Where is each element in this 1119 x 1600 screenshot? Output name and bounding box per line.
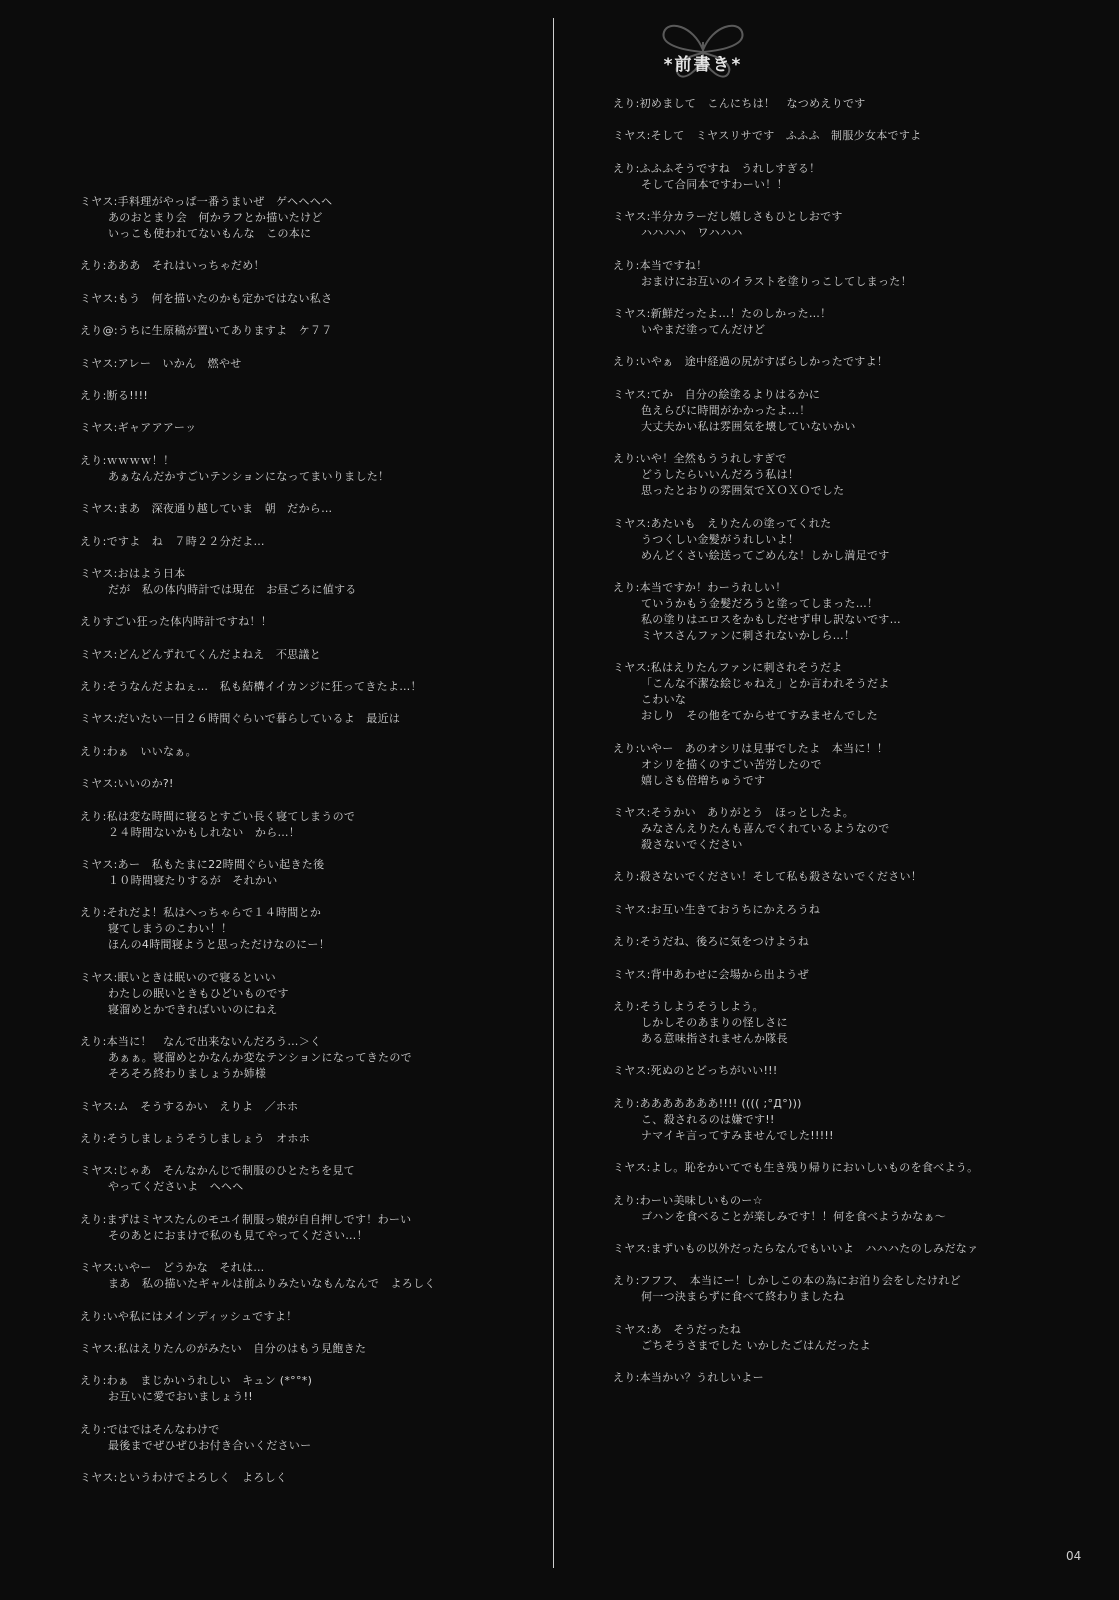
dialogue-entry xyxy=(613,209,1093,241)
dialogue-continuation-line: 大丈夫かい私は雰囲気を壊していないかい xyxy=(641,419,856,433)
dialogue-line: えり:ふふふそうですね うれしすぎる！ xyxy=(613,161,821,175)
dialogue-line: ミヤス:アレー いかん 燃やせ xyxy=(80,356,242,370)
dialogue-line: えり:本当ですか！わーうれしい！ xyxy=(613,580,787,594)
dialogue-line: えり:フフフ、 本当にー！しかしこの本の為にお泊り会をしたけれど xyxy=(613,1274,961,1288)
dialogue-entry xyxy=(613,999,1093,1047)
dialogue-continuation-line: いやまだ塗ってんだけど xyxy=(641,322,766,336)
dialogue-continuation-line: いっこも使われてないもんな この本に xyxy=(108,227,312,240)
dialogue-continuation-line: そのあとにおまけで私のも見てやってください…！ xyxy=(108,1228,368,1242)
dialogue-line: ミヤス:もう 何を描いたのかも定かではない私さ xyxy=(80,291,333,305)
dialogue-line: えり:私は変な時間に寝るとすごい長く寝てしまうので xyxy=(80,809,356,823)
left-dialogue-column xyxy=(80,194,540,1503)
dialogue-entry xyxy=(80,776,540,792)
dialogue-entry xyxy=(80,744,540,760)
dialogue-line: えりすごい狂った体内時計ですね！！ xyxy=(80,615,273,629)
dialogue-continuation-line: 何一つ決まらずに食べて終わりましたね xyxy=(641,1290,845,1304)
dialogue-continuation-line: ごちそうさまでした いかしたごはんだったよ xyxy=(641,1338,871,1352)
dialogue-entry xyxy=(613,161,1093,193)
dialogue-line: えり:本当かい？うれしいよー xyxy=(613,1371,764,1385)
dialogue-continuation-line: お互いに愛でおいましょう!! xyxy=(108,1390,254,1404)
heading-block xyxy=(648,20,768,90)
dialogue-line: ミヤス:眠いときは眠いので寝るといい xyxy=(80,970,276,984)
dialogue-entry xyxy=(613,660,1093,724)
dialogue-entry xyxy=(80,323,540,339)
dialogue-continuation-line: 寝溜めとかできればいいのにねえ xyxy=(108,1002,278,1016)
column-divider xyxy=(553,18,554,1568)
dialogue-line: えり:そうなんだよねぇ… 私も結構イイカンジに狂ってきたよ…！ xyxy=(80,680,422,694)
dialogue-continuation-line: 「こんな不潔な絵じゃねえ」とか言われそうだよ xyxy=(641,677,890,691)
dialogue-continuation-line: ミヤスさんファンに刺されないかしら…！ xyxy=(641,628,856,642)
dialogue-line: えり:わーい美味しいものー☆ xyxy=(613,1193,763,1207)
dialogue-line: ミヤス:お互い生きておうちにかえろうね xyxy=(613,902,821,916)
dialogue-line: ミヤス:よし。恥をかいてでも生き残り帰りにおいしいものを食べよう。 xyxy=(613,1161,979,1175)
dialogue-entry xyxy=(80,291,540,307)
dialogue-line: ミヤス:あたいも えりたんの塗ってくれた xyxy=(613,516,832,530)
dialogue-entry xyxy=(613,354,1093,370)
dialogue-continuation-line: わたしの眠いときもひどいものです xyxy=(108,986,289,1000)
dialogue-entry xyxy=(80,1260,540,1292)
dialogue-line: えり:殺さないでください！そして私も殺さないでください！ xyxy=(613,870,923,884)
dialogue-entry xyxy=(80,1034,540,1082)
dialogue-entry xyxy=(80,356,540,372)
dialogue-continuation-line: 嬉しさも倍増ちゅうです xyxy=(641,773,766,787)
dialogue-continuation-line: １０時間寝たりするが それかい xyxy=(108,874,278,888)
dialogue-entry xyxy=(80,1470,540,1486)
dialogue-line: えり:あああああああ!!!! (((( ;°Д°))) xyxy=(613,1096,802,1110)
dialogue-continuation-line: まあ 私の描いたギャルは前ふりみたいなもんなんで よろしく xyxy=(108,1277,436,1291)
dialogue-continuation-line: ナマイキ言ってすみませんでした!!!!! xyxy=(641,1128,834,1142)
dialogue-continuation-line: めんどくさい絵送ってごめんな！しかし満足です xyxy=(641,548,890,562)
dialogue-entry xyxy=(613,128,1093,144)
dialogue-line: ミヤス:どんどんずれてくんだよねえ 不思議と xyxy=(80,647,322,661)
dialogue-entry xyxy=(80,809,540,841)
dialogue-entry xyxy=(613,1273,1093,1305)
dialogue-entry xyxy=(613,1322,1093,1354)
dialogue-line: ミヤス:新鮮だったよ…！たのしかった…！ xyxy=(613,306,832,320)
dialogue-entry xyxy=(613,869,1093,885)
dialogue-line: えり:本当ですね！ xyxy=(613,258,708,272)
dialogue-entry xyxy=(80,1422,540,1454)
page-heading: *前書き* xyxy=(663,55,743,75)
dialogue-entry xyxy=(613,1241,1093,1257)
dialogue-entry xyxy=(80,1373,540,1405)
dialogue-line: えり:ではではそんなわけで xyxy=(80,1422,220,1436)
dialogue-entry xyxy=(80,194,540,242)
dialogue-line: ミヤス:背中あわせに会場から出ようぜ xyxy=(613,967,809,981)
dialogue-line: ミヤス:あー 私もたまに22時間ぐらい起きた後 xyxy=(80,858,325,872)
dialogue-entry xyxy=(613,1160,1093,1176)
dialogue-entry xyxy=(80,453,540,485)
dialogue-line: えり:本当に！ なんで出来ないんだろう…＞く xyxy=(80,1035,322,1049)
dialogue-line: えり:それだよ！私はへっちゃらで１４時間とか xyxy=(80,906,322,920)
dialogue-line: ミヤス:おはよう日本 xyxy=(80,566,186,580)
dialogue-continuation-line: こ、殺されるのは嫌です!! xyxy=(641,1112,775,1126)
dialogue-entry xyxy=(80,1163,540,1195)
dialogue-continuation-line: 最後までぜひぜひお付き合いくださいー xyxy=(108,1438,312,1452)
dialogue-entry xyxy=(80,566,540,598)
dialogue-line: ミヤス:いやー どうかな それは… xyxy=(80,1261,265,1275)
dialogue-entry xyxy=(80,534,540,550)
dialogue-line: ミヤス:手料理がやっぱ一番うまいぜ ゲヘヘヘヘ xyxy=(80,195,333,208)
dialogue-continuation-line: そろそろ終わりましょうか姉様 xyxy=(108,1067,267,1081)
dialogue-line: えり:ですよ ね ７時２２分だよ… xyxy=(80,534,265,548)
dialogue-continuation-line: ある意味指されませんか隊長 xyxy=(641,1032,788,1046)
dialogue-line: ミヤス:てか 自分の絵塗るよりはるかに xyxy=(613,387,821,401)
dialogue-continuation-line: あぁぁ。寝溜めとかなんか変なテンションになってきたので xyxy=(108,1051,412,1065)
dialogue-line: えり:わぁ いいなぁ。 xyxy=(80,744,197,758)
dialogue-entry xyxy=(80,388,540,404)
dialogue-continuation-line: しかしそのあまりの怪しさに xyxy=(641,1016,788,1030)
dialogue-line: ミヤス:私はえりたんのがみたい 自分のはもう見飽きた xyxy=(80,1341,367,1355)
dialogue-line: えり:わぁ まじかいうれしい キュン (*°°*) xyxy=(80,1374,313,1388)
dialogue-line: えり:そうしようそうしよう。 xyxy=(613,1000,764,1014)
dialogue-line: えり:初めまして こんにちは！ なつめえりです xyxy=(613,97,866,110)
dialogue-line: えり@:うちに生原稿が置いてありますよ ケ７７ xyxy=(80,324,333,338)
dialogue-entry xyxy=(80,970,540,1018)
dialogue-continuation-line: うつくしい金髪がうれしいよ！ xyxy=(641,532,800,546)
dialogue-entry xyxy=(80,258,540,274)
dialogue-entry xyxy=(613,1063,1093,1079)
dialogue-line: えり:いや！全然もううれしすぎで xyxy=(613,452,787,466)
dialogue-line: ミヤス:あ そうだったね xyxy=(613,1322,742,1336)
dialogue-entry xyxy=(613,934,1093,950)
dialogue-entry xyxy=(613,306,1093,338)
dialogue-continuation-line: 私の塗りはエロスをかもしだせず申し訳ないです… xyxy=(641,612,901,626)
dialogue-entry xyxy=(613,516,1093,564)
dialogue-continuation-line: ２４時間ないかもしれない から…！ xyxy=(108,825,301,839)
dialogue-entry xyxy=(80,1131,540,1147)
dialogue-continuation-line: おしり その他をてからせてすみませんでした xyxy=(641,709,878,723)
dialogue-continuation-line: 思ったとおりの雰囲気でＸＯＸＯでした xyxy=(641,484,845,498)
dialogue-line: ミヤス:まずいもの以外だったらなんでもいいよ ハハハたのしみだなァ xyxy=(613,1241,979,1255)
dialogue-continuation-line: だが 私の体内時計では現在 お昼ごろに値する xyxy=(108,582,357,596)
dialogue-line: ミヤス:私はえりたんファンに刺されそうだよ xyxy=(613,661,843,675)
dialogue-entry xyxy=(613,451,1093,499)
dialogue-line: ミヤス:いいのか?! xyxy=(80,777,174,791)
dialogue-continuation-line: こわいな xyxy=(641,693,687,707)
dialogue-line: ミヤス:ギャアアアーッ xyxy=(80,421,197,435)
dialogue-line: えり:ｗｗｗｗ！！ xyxy=(80,453,175,467)
dialogue-entry xyxy=(613,741,1093,789)
dialogue-continuation-line: ほんの4時間寝ようと思っただけなのにー！ xyxy=(108,938,330,952)
dialogue-entry xyxy=(80,711,540,727)
dialogue-entry xyxy=(80,1099,540,1115)
dialogue-line: ミヤス:死ぬのとどっちがいい!!! xyxy=(613,1064,778,1078)
dialogue-line: えり:いやぁ 途中経過の尻がすばらしかったですよ！ xyxy=(613,355,889,369)
dialogue-line: ミヤス:そうかい ありがとう ほっとしたよ。 xyxy=(613,806,855,820)
dialogue-line: ミヤス:半分カラーだし嬉しさもひとしおです xyxy=(613,210,843,224)
dialogue-entry xyxy=(613,805,1093,853)
dialogue-continuation-line: どうしたらいいんだろう私は！ xyxy=(641,468,800,482)
dialogue-entry xyxy=(80,905,540,953)
dialogue-entry xyxy=(613,387,1093,435)
dialogue-line: ミヤス:というわけでよろしく よろしく xyxy=(80,1471,288,1485)
dialogue-entry xyxy=(613,1096,1093,1144)
dialogue-line: ミヤス:まあ 深夜通り越していま 朝 だから… xyxy=(80,502,333,516)
dialogue-entry xyxy=(80,614,540,630)
dialogue-line: えり:そうだね、後ろに気をつけようね xyxy=(613,935,810,949)
dialogue-continuation-line: ていうかもう金髪だろうと塗ってしまった…！ xyxy=(641,596,879,610)
dialogue-entry xyxy=(613,902,1093,918)
dialogue-continuation-line: おまけにお互いのイラストを塗りっこしてしまった！ xyxy=(641,274,912,288)
dialogue-entry xyxy=(80,501,540,517)
dialogue-line: えり:そうしましょうそうしましょう オホホ xyxy=(80,1131,311,1145)
dialogue-entry xyxy=(80,679,540,695)
dialogue-entry xyxy=(613,1193,1093,1225)
dialogue-entry xyxy=(613,580,1093,644)
dialogue-continuation-line: そして合同本ですわーい！！ xyxy=(641,177,788,191)
dialogue-entry xyxy=(613,1370,1093,1386)
dialogue-continuation-line: みなさんえりたんも喜んでくれているようなので xyxy=(641,822,890,836)
dialogue-line: ミヤス:そして ミヤスリサです ふふふ 制服少女本ですよ xyxy=(613,129,922,143)
dialogue-continuation-line: やってくださいよ ヘヘヘ xyxy=(108,1180,244,1194)
dialogue-entry xyxy=(613,967,1093,983)
dialogue-continuation-line: オシリを描くのすごい苦労したので xyxy=(641,757,822,771)
dialogue-line: ミヤス:じゃあ そんなかんじで制服のひとたちを見て xyxy=(80,1164,355,1178)
dialogue-line: ミヤス:ム そうするかい えりよ ／ホホ xyxy=(80,1099,299,1113)
dialogue-line: ミヤス:だいたい一日２６時間ぐらいで暮らしているよ 最近は xyxy=(80,712,401,726)
right-dialogue-column xyxy=(613,96,1093,1403)
dialogue-entry xyxy=(613,96,1093,112)
dialogue-entry xyxy=(80,857,540,889)
dialogue-line: えり:いやー あのオシリは見事でしたよ 本当に！！ xyxy=(613,741,889,755)
dialogue-continuation-line: 寝てしまうのこわい！！ xyxy=(108,922,233,936)
page-number: 04 xyxy=(1066,1549,1082,1563)
dialogue-entry xyxy=(80,1212,540,1244)
dialogue-entry xyxy=(80,420,540,436)
dialogue-line: えり:断る!!!! xyxy=(80,388,149,402)
dialogue-continuation-line: ゴハンを食べることが楽しみです！！何を食べようかなぁ〜 xyxy=(641,1209,947,1223)
dialogue-entry xyxy=(80,1341,540,1357)
dialogue-line: えり:あああ それはいっちゃだめ！ xyxy=(80,259,265,273)
dialogue-line: えり:いや私にはメインディッシュですよ！ xyxy=(80,1309,298,1323)
dialogue-continuation-line: 色えらびに時間がかかったよ…！ xyxy=(641,403,811,417)
dialogue-entry xyxy=(613,258,1093,290)
dialogue-line: えり:まずはミヤスたんのモユイ制服っ娘が自自押しです！わーい xyxy=(80,1212,412,1226)
dialogue-continuation-line: 殺さないでください xyxy=(641,838,743,852)
dialogue-entry xyxy=(80,647,540,663)
dialogue-entry xyxy=(80,1309,540,1325)
dialogue-continuation-line: ハハハハ ワハハハ xyxy=(641,226,743,240)
dialogue-continuation-line: あぁなんだかすごいテンションになってまいりました！ xyxy=(108,469,390,483)
dialogue-continuation-line: あのおとまり会 何かラフとか描いたけど xyxy=(108,211,323,224)
